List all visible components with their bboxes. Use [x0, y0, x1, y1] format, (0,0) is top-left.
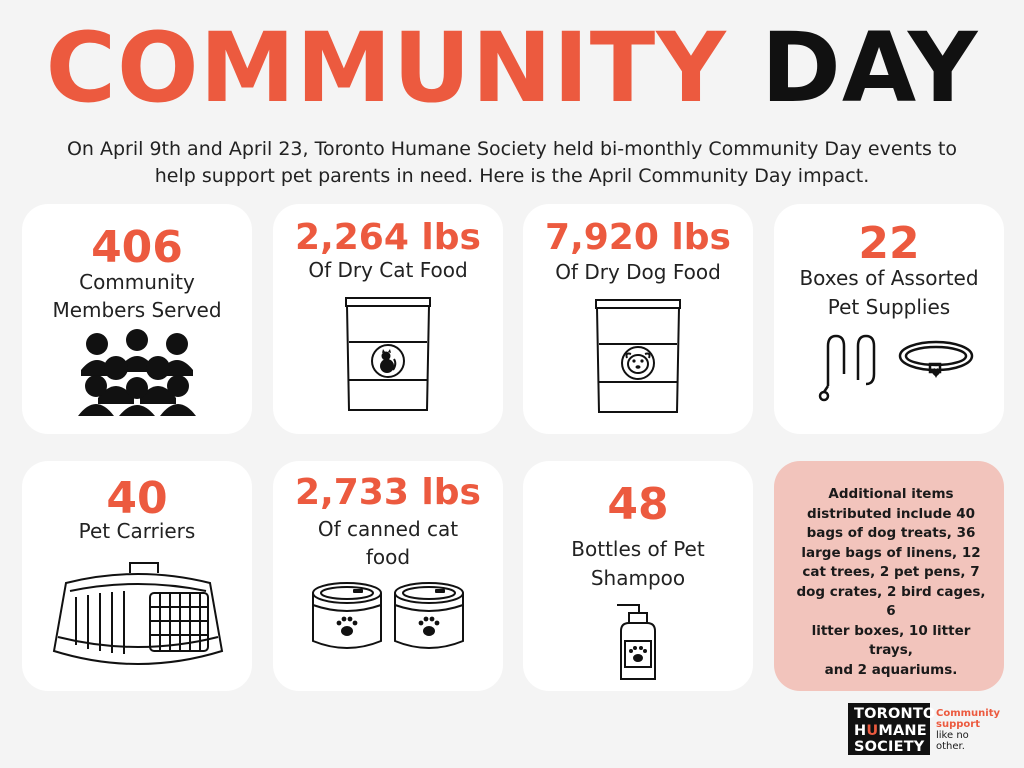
stat-label-line1: Of Dry Dog Food — [555, 260, 721, 284]
stat-label-line1: Of canned cat — [317, 517, 459, 541]
logo-line-3: SOCIETY — [854, 739, 925, 755]
intro-line-1: On April 9th and April 23, Toronto Humane Society held bi-monthly Community Day events to — [66, 138, 958, 160]
stat-number: 7,920 lbs — [545, 217, 731, 258]
dog-food-bag-icon — [591, 296, 685, 418]
leash-collar-icon — [814, 334, 974, 404]
logo-line-1: TORONTO — [854, 706, 936, 722]
stat-card-dry-cat-food — [273, 204, 503, 434]
intro-line-2: help support pet parents in need. Here is the April Community Day impact. — [154, 165, 870, 187]
stat-card-pet-shampoo — [523, 461, 753, 691]
stat-card-canned-cat-food — [273, 461, 503, 691]
toronto-humane-society-logo — [848, 703, 936, 755]
stat-label-line1: Bottles of Pet — [571, 537, 705, 561]
stat-label-line1: Boxes of Assorted — [799, 266, 979, 290]
stat-number: 48 — [607, 479, 669, 530]
note-line: bags of dog treats, 36 — [806, 525, 976, 541]
stat-number: 22 — [858, 218, 920, 269]
stat-label-line1: Community — [79, 270, 195, 294]
stat-number: 2,733 lbs — [295, 472, 481, 513]
stat-number: 40 — [106, 473, 168, 524]
note-line: Additional items — [828, 486, 954, 502]
logo-tagline: Community support like no other. — [936, 708, 1001, 752]
pet-carrier-icon — [46, 557, 230, 683]
shampoo-bottle-icon — [609, 601, 667, 683]
stat-label-line2: Pet Supplies — [827, 295, 951, 319]
additional-items-card — [774, 461, 1004, 691]
stat-number: 2,264 lbs — [295, 217, 481, 258]
note-line: cat trees, 2 pet pens, 7 — [802, 564, 980, 580]
stat-card-pet-carriers — [22, 461, 252, 691]
people-group-icon — [74, 326, 200, 416]
stat-label-line2: Members Served — [52, 298, 222, 322]
note-line: dog crates, 2 bird cages, 6 — [796, 583, 986, 619]
title-community: COMMUNITY — [45, 12, 727, 124]
intro-text — [20, 136, 1004, 190]
cat-food-bag-icon — [341, 294, 435, 416]
note-line: litter boxes, 10 litter trays, — [811, 622, 971, 658]
title-day: DAY — [761, 12, 979, 124]
logo-line-2: HUMANE — [854, 722, 927, 739]
note-line: and 2 aquariums. — [824, 661, 958, 678]
stat-card-community-served — [22, 204, 252, 434]
additional-items-text — [792, 485, 990, 680]
stat-card-pet-supplies — [774, 204, 1004, 434]
stat-number: 406 — [91, 222, 183, 273]
stat-card-dry-dog-food — [523, 204, 753, 434]
canned-food-icon — [309, 579, 469, 655]
stat-label-line2: Shampoo — [590, 566, 686, 590]
stat-label-line1: Of Dry Cat Food — [308, 258, 468, 282]
note-line: distributed include 40 — [806, 505, 976, 522]
stat-label-line2: food — [365, 545, 411, 569]
note-line: large bags of linens, 12 — [801, 544, 981, 561]
stat-label-line1: Pet Carriers — [78, 519, 196, 543]
page-title — [0, 12, 1024, 124]
